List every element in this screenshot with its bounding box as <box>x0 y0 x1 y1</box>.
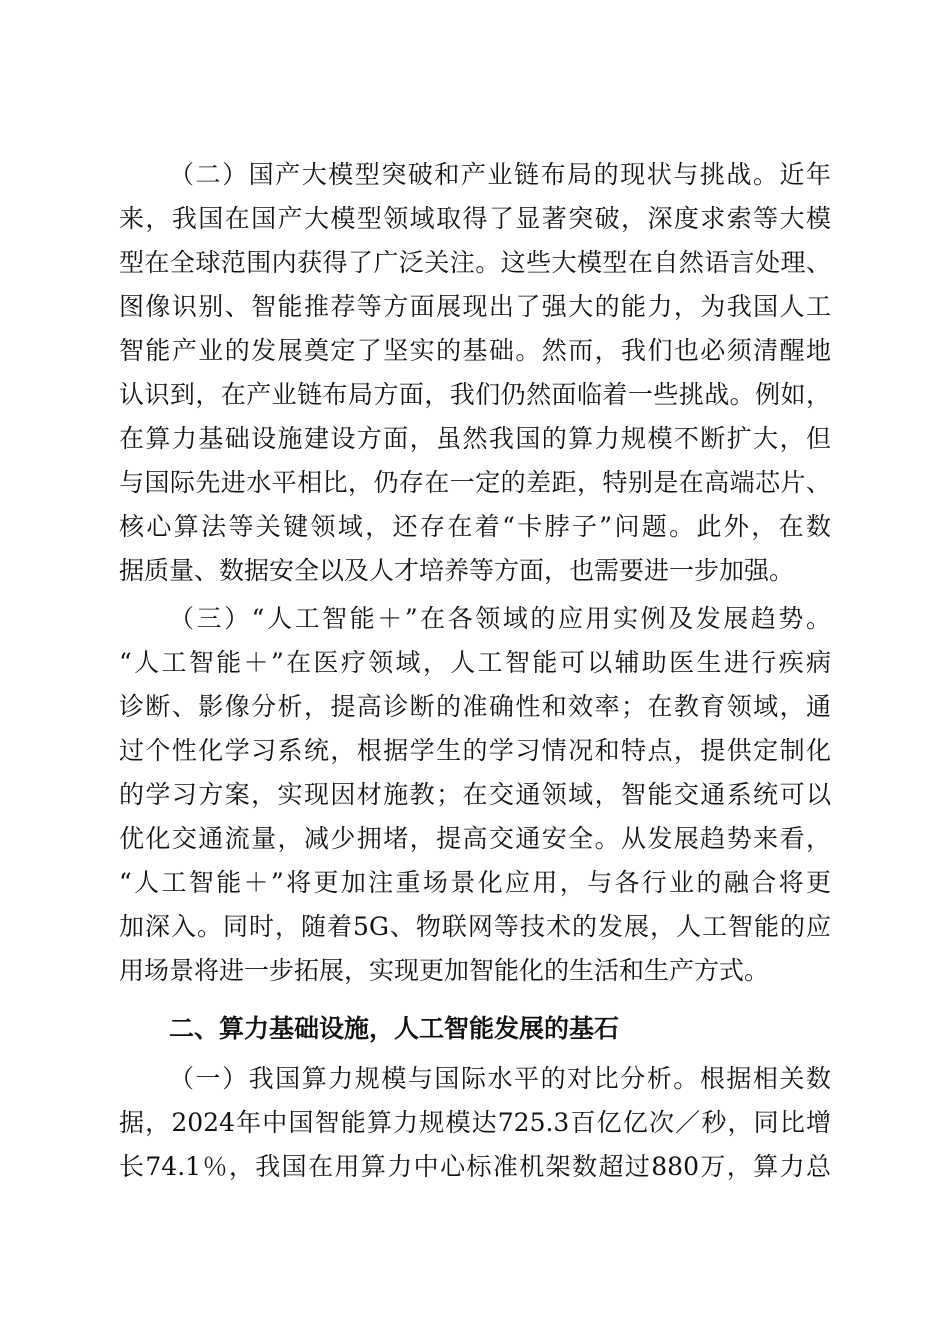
paragraph-3-line-6: 优化交通流量，减少拥堵，提高交通安全。从发展趋势来看， <box>119 824 831 853</box>
paragraph-4-line-2: 据，2024年中国智能算力规模达725.3百亿亿次／秒，同比增 <box>119 1108 831 1137</box>
paragraph-4-line-1: （一）我国算力规模与国际水平的对比分析。根据相关数 <box>169 1064 831 1093</box>
paragraph-2-line-2: 来，我国在国产大模型领域取得了显著突破，深度求索等大模 <box>119 204 831 233</box>
paragraph-3-line-5: 的学习方案，实现因材施教；在交通领域，智能交通系统可以 <box>119 780 831 809</box>
paragraph-2-line-1: （二）国产大模型突破和产业链布局的现状与挑战。近年 <box>169 160 831 189</box>
paragraph-2-line-3: 型在全球范围内获得了广泛关注。这些大模型在自然语言处理、 <box>119 248 831 277</box>
paragraph-3-line-1: （三）“人工智能＋”在各领域的应用实例及发展趋势。 <box>169 604 831 633</box>
paragraph-2-line-10: 据质量、数据安全以及人才培养等方面，也需要进一步加强。 <box>119 556 795 585</box>
paragraph-3-line-7: “人工智能＋”将更加注重场景化应用，与各行业的融合将更 <box>119 868 831 897</box>
paragraph-3-line-9: 用场景将进一步拓展，实现更加智能化的生活和生产方式。 <box>119 956 770 985</box>
paragraph-2-line-6: 认识到，在产业链布局方面，我们仍然面临着一些挑战。例如， <box>119 380 831 409</box>
section-heading: 二、算力基础设施，人工智能发展的基石 <box>169 1014 620 1043</box>
paragraph-2-line-5: 智能产业的发展奠定了坚实的基础。然而，我们也必须清醒地 <box>119 336 831 365</box>
paragraph-4-line-3: 长74.1％，我国在用算力中心标准机架数超过880万，算力总 <box>119 1152 831 1181</box>
paragraph-2-line-8: 与国际先进水平相比，仍存在一定的差距，特别是在高端芯片、 <box>119 468 831 497</box>
paragraph-3-line-3: 诊断、影像分析，提高诊断的准确性和效率；在教育领域，通 <box>119 692 831 721</box>
paragraph-3-line-2: “人工智能＋”在医疗领域，人工智能可以辅助医生进行疾病 <box>119 648 831 677</box>
paragraph-2-line-9: 核心算法等关键领域，还存在着“卡脖子”问题。此外，在数 <box>119 512 831 541</box>
paragraph-3-line-4: 过个性化学习系统，根据学生的学习情况和特点，提供定制化 <box>119 736 831 765</box>
paragraph-2-line-4: 图像识别、智能推荐等方面展现出了强大的能力，为我国人工 <box>119 292 831 321</box>
paragraph-3-line-8: 加深入。同时，随着5G、物联网等技术的发展，人工智能的应 <box>119 912 831 941</box>
paragraph-2-line-7: 在算力基础设施建设方面，虽然我国的算力规模不断扩大，但 <box>119 424 831 453</box>
